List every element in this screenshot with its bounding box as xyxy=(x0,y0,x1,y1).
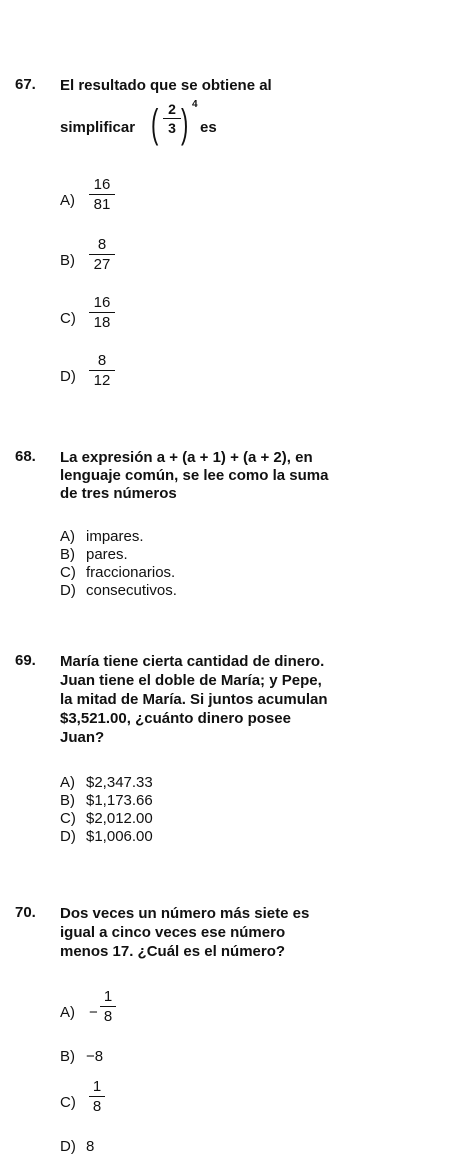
option-text[interactable]: −8 xyxy=(86,1048,104,1065)
option-letter: B) xyxy=(60,546,75,563)
fraction-bar xyxy=(89,312,115,313)
option-letter: D) xyxy=(60,828,76,845)
option-fraction[interactable] xyxy=(89,1078,105,1115)
question-text-line: $3,521.00, ¿cuánto dinero posee xyxy=(60,710,291,727)
option-text[interactable]: 8 xyxy=(86,1138,95,1155)
option-letter: D) xyxy=(60,582,76,599)
fraction-bar xyxy=(89,194,115,195)
option-letter: B) xyxy=(60,252,75,269)
fraction-denominator: 12 xyxy=(93,372,111,389)
option-letter: C) xyxy=(60,1094,76,1111)
question-text-line: menos 17. ¿Cuál es el número? xyxy=(60,943,286,960)
question-number: 70. xyxy=(15,904,36,921)
question-text-line: simplificar xyxy=(60,119,136,136)
fraction-denominator: 8 xyxy=(92,1098,102,1115)
fraction-bar xyxy=(100,1006,116,1007)
fraction-numerator: 8 xyxy=(97,236,107,253)
option-letter: D) xyxy=(60,368,76,385)
fraction-numerator: 1 xyxy=(103,988,113,1005)
fraction-numerator: 8 xyxy=(97,352,107,369)
minus-sign: − xyxy=(89,1004,98,1021)
fraction-denominator: 18 xyxy=(93,314,111,331)
option-text[interactable]: $2,012.00 xyxy=(86,810,153,827)
fraction-bar xyxy=(89,254,115,255)
option-letter: D) xyxy=(60,1138,76,1155)
option-text[interactable]: $1,006.00 xyxy=(86,828,153,845)
option-letter: A) xyxy=(60,528,75,545)
left-parenthesis: ( xyxy=(150,102,159,146)
question-text-line: la mitad de María. Si juntos acumulan xyxy=(60,691,328,708)
option-text[interactable]: consecutivos. xyxy=(86,582,177,599)
option-letter: C) xyxy=(60,810,76,827)
fraction-denominator: 8 xyxy=(103,1008,113,1025)
option-text[interactable]: $1,173.66 xyxy=(86,792,153,809)
fraction-bar xyxy=(89,370,115,371)
option-fraction[interactable] xyxy=(89,352,115,389)
fraction-numerator: 16 xyxy=(93,176,111,193)
question-text-line: El resultado que se obtiene al xyxy=(60,77,272,94)
option-letter: A) xyxy=(60,192,75,209)
option-letter: B) xyxy=(60,1048,75,1065)
question-text-line: María tiene cierta cantidad de dinero. xyxy=(60,653,325,670)
fraction-denominator: 27 xyxy=(93,256,111,273)
question-text-line: Juan? xyxy=(60,729,105,746)
option-letter: A) xyxy=(60,1004,75,1021)
fraction-bar xyxy=(163,118,181,119)
question-text-line: Dos veces un número más siete es xyxy=(60,905,310,922)
option-letter: A) xyxy=(60,774,75,791)
option-letter: B) xyxy=(60,792,75,809)
question-number: 69. xyxy=(15,652,36,669)
option-fraction[interactable] xyxy=(89,176,115,213)
question-text-line: igual a cinco veces ese número xyxy=(60,924,286,941)
option-fraction[interactable] xyxy=(89,236,115,273)
question-text-line: La expresión a + (a + 1) + (a + 2), en xyxy=(60,449,313,466)
option-fraction[interactable] xyxy=(100,988,116,1025)
right-parenthesis: ) xyxy=(180,102,189,146)
option-text[interactable]: impares. xyxy=(86,528,144,545)
question-text-line: lenguaje común, se lee como la suma xyxy=(60,467,329,484)
question-text-line: Juan tiene el doble de María; y Pepe, xyxy=(60,672,322,689)
fraction-numerator: 16 xyxy=(93,294,111,311)
option-text[interactable]: pares. xyxy=(86,546,128,563)
exponent: 4 xyxy=(192,99,198,110)
option-text[interactable]: $2,347.33 xyxy=(86,774,153,791)
fraction-denominator: 3 xyxy=(168,120,176,136)
question-text-line: es xyxy=(200,119,217,136)
question-number: 68. xyxy=(15,448,36,465)
option-letter: C) xyxy=(60,310,76,327)
fraction-denominator: 81 xyxy=(93,196,111,213)
expression-fraction xyxy=(163,101,181,136)
question-number: 67. xyxy=(15,76,36,93)
question-text-line: de tres números xyxy=(60,485,177,502)
option-fraction[interactable] xyxy=(89,294,115,331)
fraction-numerator: 2 xyxy=(168,101,176,117)
fraction-numerator: 1 xyxy=(92,1078,102,1095)
option-text[interactable]: fraccionarios. xyxy=(86,564,176,581)
fraction-bar xyxy=(89,1096,105,1097)
option-letter: C) xyxy=(60,564,76,581)
